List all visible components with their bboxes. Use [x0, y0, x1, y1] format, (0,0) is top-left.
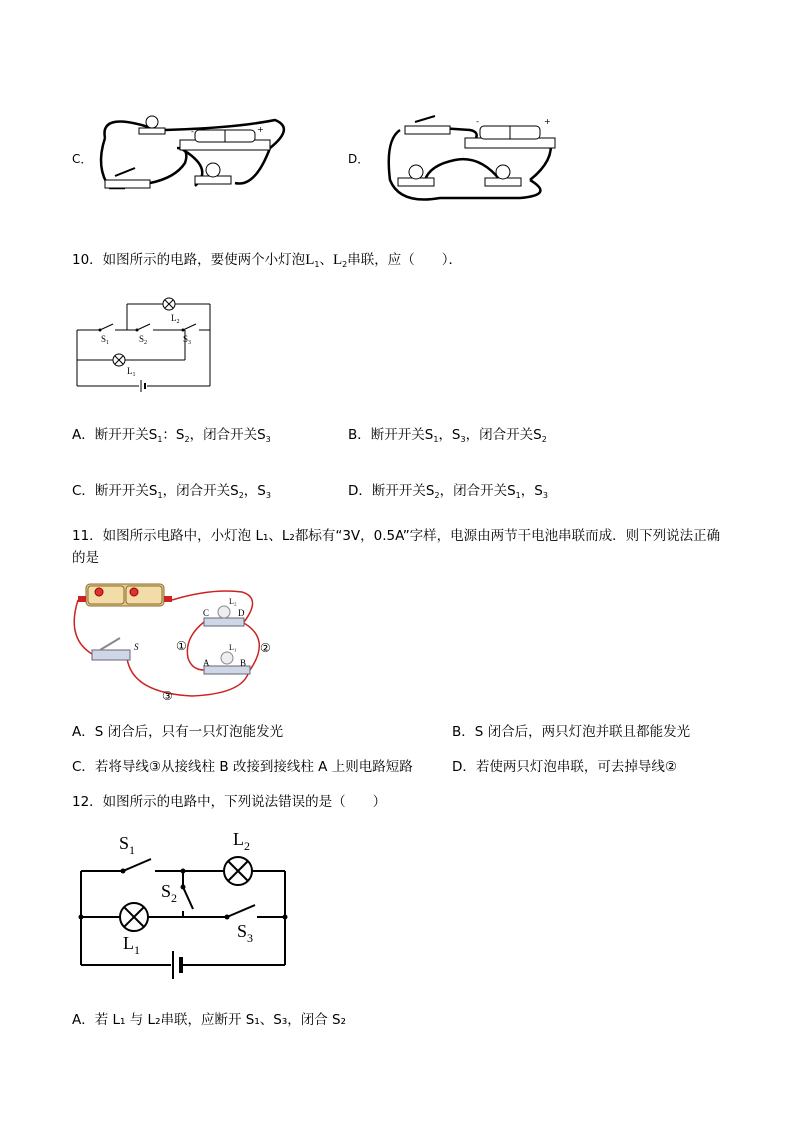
q9-option-c-figure [95, 108, 295, 203]
q11-fig-D: D [238, 608, 245, 618]
q11-circuit-figure [72, 578, 282, 708]
option-c-label: C． [72, 152, 93, 166]
q11-fig-A: A [203, 658, 210, 668]
q11-fig-L2: L₂ [229, 597, 237, 606]
q12-circuit-figure [75, 825, 295, 990]
q12-option-a: A．若 L₁ 与 L₂串联，应断开 S₁、S₃，闭合 S₂ [72, 1012, 347, 1028]
q11-fig-S: S [134, 642, 139, 652]
q11-option-c: C．若将导线③从接线柱 B 改接到接线柱 A 上则电路短路 [72, 759, 413, 775]
q10-fig-S2: $S_2$ [139, 334, 148, 346]
q11-fig-C: C [203, 608, 210, 618]
svg-text:+: + [544, 117, 551, 126]
q12-stem: 12．如图所示的电路中，下列说法错误的是（ ） [72, 794, 387, 810]
q10-option-d: D．断开开关$S_2$，闭合开关$S_1$，$S_3$ [348, 483, 548, 500]
q11-fig-wire1: ① [176, 639, 187, 653]
q10-option-a: A．断开开关$S_1$：$S_2$，闭合开关$S_3$ [72, 427, 271, 444]
svg-text:-: - [476, 117, 479, 126]
q12-fig-S1: $S_1$ [119, 833, 136, 857]
option-d-label: D． [348, 152, 370, 166]
q11-fig-B: B [240, 658, 247, 668]
q10-fig-L2: $L_2$ [171, 313, 180, 325]
svg-text:+: + [257, 125, 264, 134]
q11-option-b: B．S 闭合后，两只灯泡并联且都能发光 [452, 724, 691, 740]
q10-fig-S1: $S_1$ [101, 334, 110, 346]
q10-option-c: C．断开开关$S_1$，闭合开关$S_2$，$S_3$ [72, 483, 271, 500]
q11-fig-wire2: ② [260, 641, 271, 655]
q12-fig-S2: $S_2$ [161, 881, 178, 905]
q11-option-a: A．S 闭合后，只有一只灯泡能发光 [72, 724, 284, 740]
q11-fig-L1: L₁ [229, 643, 237, 652]
q10-option-b: B．断开开关$S_1$，$S_3$，闭合开关$S_2$ [348, 427, 547, 444]
svg-text:-: - [191, 127, 194, 136]
q12-fig-L1: $L_1$ [123, 933, 140, 957]
q12-fig-L2: $L_2$ [233, 829, 250, 853]
q10-circuit-figure [75, 296, 215, 391]
q11-fig-wire3: ③ [162, 689, 173, 703]
q10-fig-L1: $L_1$ [127, 366, 136, 378]
q11-stem-line1: 11．如图所示电路中，小灯泡 L₁、L₂都标有“3V，0.5A”字样，电源由两节干电池串联而成．则下列说法正确 [72, 528, 721, 544]
q12-fig-S3: $S_3$ [237, 921, 254, 945]
q10-stem: 10．如图所示的电路，要使两个小灯泡$L_1$、$L_2$串联，应（ ）． [72, 252, 462, 269]
q9-option-d-figure [380, 110, 555, 200]
q11-option-d: D．若使两只灯泡串联，可去掉导线② [452, 759, 677, 775]
q10-fig-S3: $S_3$ [183, 334, 192, 346]
q11-stem-line2: 的是 [72, 550, 99, 566]
